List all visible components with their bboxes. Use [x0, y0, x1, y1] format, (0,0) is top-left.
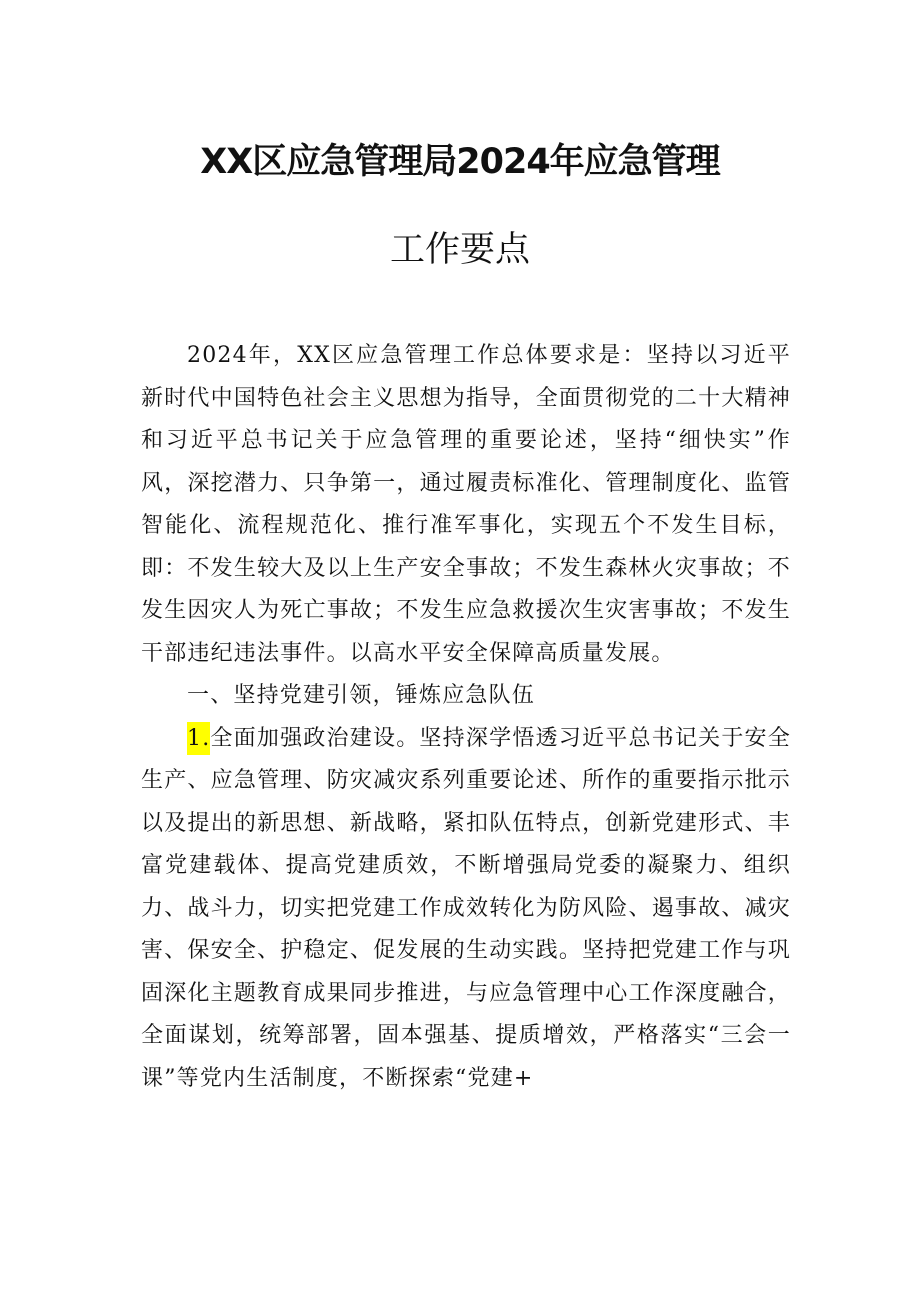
- document-body: [141, 335, 791, 1100]
- item-paragraph: [141, 718, 791, 1101]
- intro-paragraph: 2024年，XX区应急管理工作总体要求是：坚持以习近平新时代中国特色社会主义思想为指导，全面贯彻党的二十大精神和习近平总书记关于应急管理的重要论述，坚持“细快实”作风，深挖潜力、只争第一，通过履责标准化、管理制度化、监管智能化、流程规范化、推行准军事化，实现五个不发生目标，即：不发生较大及以上生产安全事故；不发生森林火灾事故；不发生因灾人为死亡事故；不发生应急救援次生灾害事故；不发生干部违纪违法事件。以高水平安全保障高质量发展。: [141, 343, 791, 666]
- document-title-line1: XX区应急管理局2024年应急管理: [200, 142, 720, 182]
- item-number-highlight: 1.: [187, 722, 210, 755]
- document-title-line2: 工作要点: [389, 230, 530, 270]
- item-text: 全面加强政治建设。坚持深学悟透习近平总书记关于安全生产、应急管理、防灾减灾系列重要论述、所作的重要指示批示以及提出的新思想、新战略，紧扣队伍特点，创新党建形式、丰富党建载体、提高党建质效，不断增强局党委的凝聚力、组织力、战斗力，切实把党建工作成效转化为防风险、遏事故、减灾害、保安全、护稳定、促发展的生动实践。坚持把党建工作与巩固深化主题教育成果同步推进，与应急管理中心工作深度融合，全面谋划，统筹部署，固本强基、提质增效，严格落实“三会一课”等党内生活制度，不断探索“党建+: [141, 725, 791, 1091]
- section-heading: 一、坚持党建引领，锤炼应急队伍: [187, 683, 536, 708]
